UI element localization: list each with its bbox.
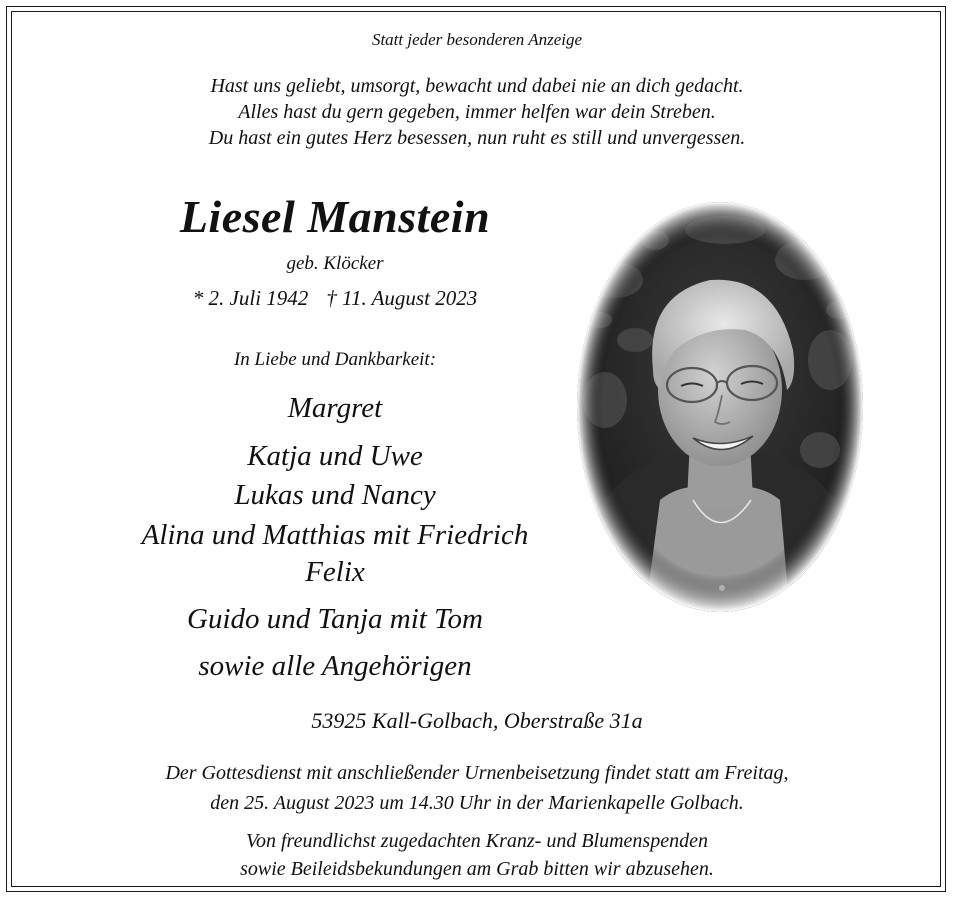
birth-date: * 2. Juli 1942 <box>192 286 309 310</box>
life-dates <box>0 286 670 311</box>
verse-line: Alles hast du gern gegeben, immer helfen war dein Streben. <box>238 101 716 123</box>
deceased-name: Liesel Manstein <box>179 191 491 242</box>
death-date: † 11. August 2023 <box>326 286 478 310</box>
notice-header: Statt jeder besonderen Anzeige <box>371 30 583 49</box>
mourner-name: Alina und Matthias mit Friedrich <box>141 519 529 551</box>
thanks-line: In Liebe und Dankbarkeit: <box>233 349 437 370</box>
maiden-name: geb. Klöcker <box>286 253 384 274</box>
mourner-name: Felix <box>305 556 365 588</box>
donation-request: sowie Beileidsbekundungen am Grab bitten wir abzusehen. <box>240 858 714 880</box>
verse-line: Hast uns geliebt, umsorgt, bewacht und dabei nie an dich gedacht. <box>210 75 744 97</box>
donation-request: Von freundlichst zugedachten Kranz- und Blumenspenden <box>246 830 708 852</box>
mourner-name: Margret <box>287 392 383 424</box>
mourner-name: Guido und Tanja mit Tom <box>187 603 483 635</box>
verse-line: Du hast ein gutes Herz besessen, nun ruht es still und unvergessen. <box>208 127 746 149</box>
mourner-name: Katja und Uwe <box>247 440 423 472</box>
mourner-name: sowie alle Angehörigen <box>198 650 472 682</box>
portrait-photo <box>575 200 865 615</box>
mourner-name: Lukas und Nancy <box>234 479 436 511</box>
address: 53925 Kall-Golbach, Oberstraße 31a <box>311 708 643 733</box>
service-info: den 25. August 2023 um 14.30 Uhr in der Marienkapelle Golbach. <box>210 792 744 814</box>
service-info: Der Gottesdienst mit anschließender Urnenbeisetzung findet statt am Freitag, <box>165 762 789 784</box>
